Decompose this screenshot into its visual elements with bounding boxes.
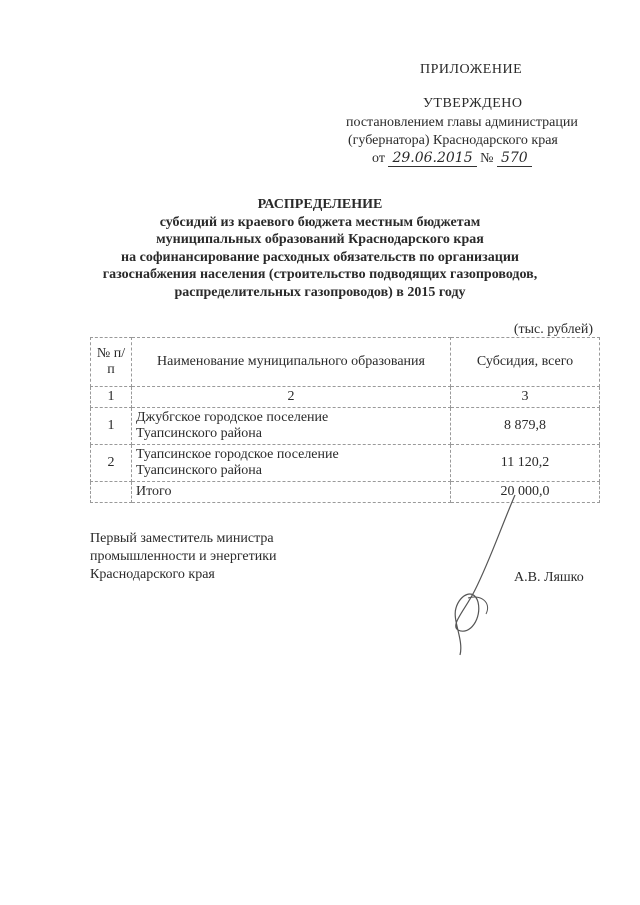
total-label: Итого (132, 482, 451, 503)
title-line-4: на софинансирование расходных обязательств по организации (121, 249, 519, 265)
table-row (91, 408, 600, 445)
row-name (132, 445, 451, 482)
column-number-row (91, 387, 600, 408)
row-name-line-2: Туапсинского района (136, 463, 262, 478)
row-value: 11 120,2 (451, 445, 600, 482)
col-number: 2 (132, 387, 451, 408)
document-title (80, 196, 560, 301)
number-value: 570 (497, 150, 532, 167)
date-prefix: от (372, 151, 385, 166)
date-value: 29.06.2015 (388, 150, 476, 167)
row-value: 8 879,8 (451, 408, 600, 445)
number-prefix: № (480, 151, 494, 166)
decree-date-number (372, 150, 532, 167)
signature-stroke (455, 495, 515, 655)
row-num: 1 (91, 408, 132, 445)
row-name-line-1: Джубгское городское поселение (136, 410, 329, 425)
signer-line-1: Первый заместитель министра (90, 531, 274, 546)
header-num: № п/п (91, 338, 132, 387)
signer-line-2: промышленности и энергетики (90, 549, 277, 564)
title-line-1: РАСПРЕДЕЛЕНИЕ (257, 197, 383, 212)
col-number: 1 (91, 387, 132, 408)
appendix-label: ПРИЛОЖЕНИЕ (420, 62, 523, 77)
total-value: 20 000,0 (451, 482, 600, 503)
header-name: Наименование муниципального образования (132, 338, 451, 387)
decree-line-2: (губернатора) Краснодарского края (348, 133, 558, 148)
signer-title (90, 530, 350, 584)
header-subsidy: Субсидия, всего (451, 338, 600, 387)
signature-stroke (468, 597, 488, 614)
row-name-line-1: Туапсинское городское поселение (136, 447, 339, 462)
row-name (132, 408, 451, 445)
units-label: (тыс. рублей) (513, 322, 593, 337)
table-header-row (91, 338, 600, 387)
col-number: 3 (451, 387, 600, 408)
title-line-2: субсидий из краевого бюджета местным бюджетам (159, 214, 481, 230)
total-num (91, 482, 132, 503)
title-line-5: газоснабжения населения (строительство подводящих газопроводов, (102, 267, 538, 282)
decree-line-1: постановлением главы администрации (346, 115, 578, 130)
row-num: 2 (91, 445, 132, 482)
title-line-6: распределительных газопроводов) в 2015 году (174, 284, 466, 300)
table-row (91, 445, 600, 482)
subsidy-table (90, 337, 600, 503)
title-line-3: муниципальных образований Краснодарского края (156, 232, 484, 247)
row-name-line-2: Туапсинского района (136, 426, 262, 441)
signer-line-3: Краснодарского края (90, 567, 215, 582)
approved-label: УТВЕРЖДЕНО (423, 96, 523, 111)
signer-name: А.В. Ляшко (514, 570, 584, 585)
